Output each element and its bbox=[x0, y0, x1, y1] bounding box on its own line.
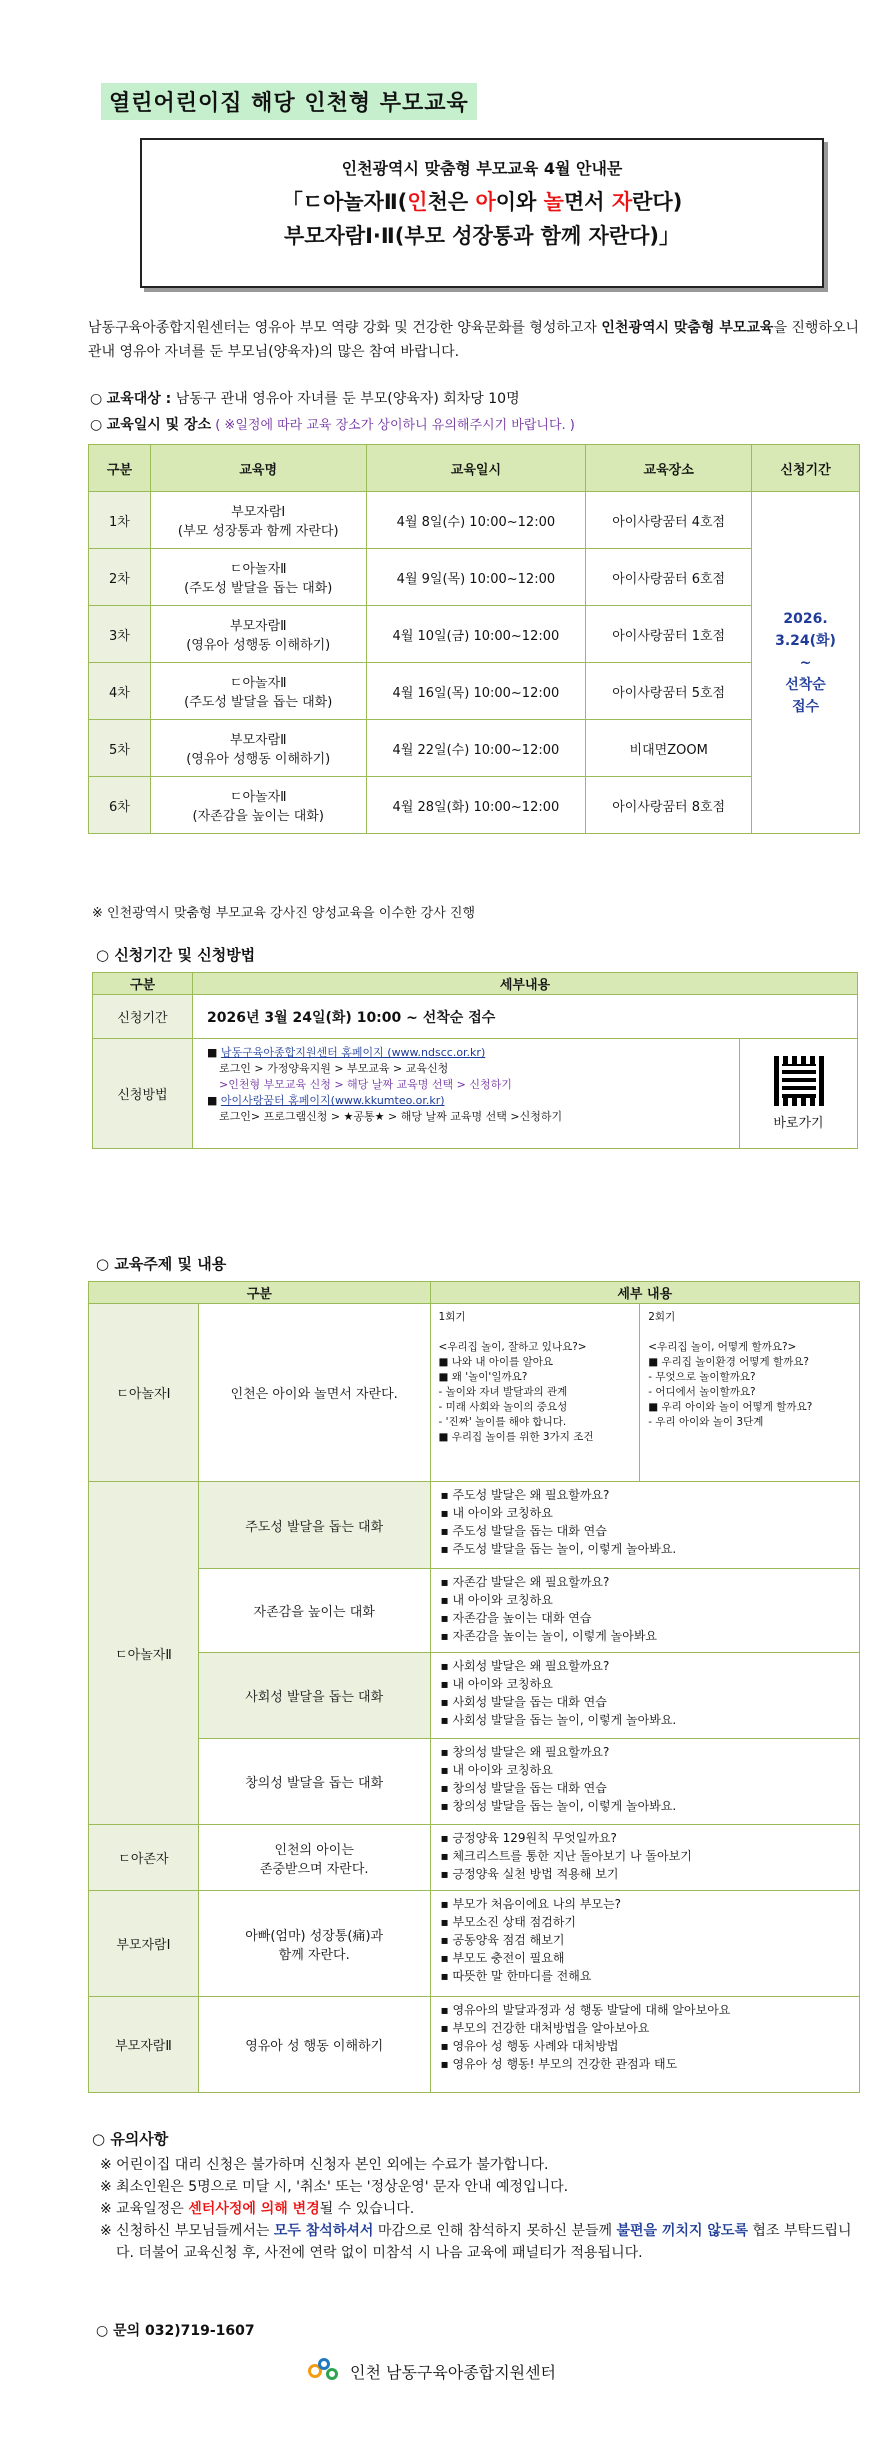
topic-category: 부모자람Ⅰ bbox=[89, 1891, 199, 1997]
topic-category: ㄷ아놀자Ⅰ bbox=[89, 1304, 199, 1482]
col-header: 교육장소 bbox=[586, 445, 752, 492]
session-name: ㄷ아놀자Ⅱ (주도성 발달을 돕는 대화) bbox=[150, 663, 366, 720]
topic-theme: 주도성 발달을 돕는 대화 bbox=[198, 1482, 430, 1569]
session-date: 4월 28일(화) 10:00~12:00 bbox=[366, 777, 586, 834]
title-line1: 인천광역시 맞춤형 부모교육 4월 안내문 bbox=[341, 159, 623, 178]
table-row bbox=[89, 606, 860, 663]
session-no: 6차 bbox=[89, 777, 151, 834]
qr-icon bbox=[774, 1056, 824, 1106]
session-name: 부모자람Ⅱ (영유아 성행동 이해하기) bbox=[150, 720, 366, 777]
center-logo-icon bbox=[308, 2358, 342, 2384]
contact-line: ○ 문의 032)719-1607 bbox=[96, 2323, 255, 2339]
col-header: 구분 bbox=[93, 973, 193, 995]
topic-category: ㄷ아놀자Ⅱ bbox=[89, 1482, 199, 1825]
topic-theme: 인천은 아이와 놀면서 자란다. bbox=[198, 1304, 430, 1482]
title-line2: 「ㄷ아놀자Ⅱ(인천은 아이와 놀면서 자란다) bbox=[281, 190, 683, 214]
col-header: 구분 bbox=[89, 1282, 431, 1304]
week2-content: 2회기 <우리집 놀이, 어떻게 할까요?> ■ 우리집 놀이환경 어떻게 할까요? - 무엇으로 놀이할까요? - 어디에서 놀이할까요? ■ 우리 아이와 놀이 어떻게 할까요? - 우리 아이와 놀이 3단계 bbox=[640, 1304, 860, 1482]
table-row bbox=[89, 720, 860, 777]
topic-section-title: ○ 교육주제 및 내용 bbox=[96, 1255, 227, 1273]
session-date: 4월 16일(목) 10:00~12:00 bbox=[366, 663, 586, 720]
week1-content: 1회기 <우리집 놀이, 잘하고 있나요?> ■ 나와 내 아이를 알아요 ■ 왜 '놀이'일까요? - 놀이와 자녀 발달과의 관계 - 미래 사회와 놀이의 중요성 - '진짜' 놀이를 해야 합니다. ■ 우리집 놀이를 위한 3가지 조건 bbox=[430, 1304, 640, 1482]
col-header: 교육일시 bbox=[366, 445, 586, 492]
method-label: 신청방법 bbox=[93, 1039, 193, 1149]
schedule-footnote: ※ 인천광역시 맞춤형 부모교육 강사진 양성교육을 이수한 강사 진행 bbox=[92, 906, 476, 921]
session-date: 4월 8일(수) 10:00~12:00 bbox=[366, 492, 586, 549]
session-no: 5차 bbox=[89, 720, 151, 777]
apply-section-title: ○ 신청기간 및 신청방법 bbox=[96, 946, 256, 964]
table-row bbox=[89, 663, 860, 720]
session-name: 부모자람Ⅰ (부모 성장통과 함께 자란다) bbox=[150, 492, 366, 549]
session-no: 3차 bbox=[89, 606, 151, 663]
table-row bbox=[89, 492, 860, 549]
session-place: 아이사랑꿈터 5호점 bbox=[586, 663, 752, 720]
topic-category: 부모자람Ⅱ bbox=[89, 1997, 199, 2093]
session-date: 4월 22일(수) 10:00~12:00 bbox=[366, 720, 586, 777]
session-place: 아이사랑꿈터 4호점 bbox=[586, 492, 752, 549]
session-name: ㄷ아놀자Ⅱ (자존감을 높이는 대화) bbox=[150, 777, 366, 834]
col-header: 구분 bbox=[89, 445, 151, 492]
qr-code[interactable]: 바로가기 bbox=[740, 1039, 858, 1149]
topic-table bbox=[88, 1281, 860, 2093]
notice-item: ※ 신청하신 부모님들께서는 모두 참석하셔서 마감으로 인해 참석하지 못하신 분들께 불편을 끼치지 않도록 협조 부탁드립니다. 더불어 교육신청 후, 사전에 연락 없이 미참석 시 나음 교육에 패널티가 적용됩니다. bbox=[100, 2223, 852, 2261]
topic-theme: 인천의 아이는 존중받으며 자란다. bbox=[198, 1825, 430, 1891]
schedule-heading: ○ 교육일시 및 장소 ( ※일정에 따라 교육 장소가 상이하니 유의해주시기 바랍니다. ) bbox=[90, 417, 575, 433]
center-name: 인천 남동구육아종합지원센터 bbox=[350, 2362, 557, 2382]
col-header: 세부내용 bbox=[193, 973, 858, 995]
topic-items: ▪ 영유아의 발달과정과 성 행동 발달에 대해 알아보아요 ▪ 부모의 건강한 대처방법을 알아보아요 ▪ 영유아 성 행동 사례와 대처방법 ▪ 영유아 성 행동! 부모의 건강한 관점과 태도 bbox=[430, 1997, 859, 2093]
session-no: 2차 bbox=[89, 549, 151, 606]
intro-paragraph: 남동구육아종합지원센터는 영유아 부모 역량 강화 및 건강한 양육문화를 형성하고자 인천광역시 맞춤형 부모교육을 진행하오니 관내 영유아 자녀를 둔 부모님(양육자)의 많은 참여 바랍니다. bbox=[88, 320, 860, 360]
apply-table bbox=[92, 972, 858, 1149]
col-header: 신청기간 bbox=[752, 445, 860, 492]
apply-period: 2026. 3.24(화) ~ 선착순 접수 bbox=[752, 492, 860, 834]
ndscc-link[interactable]: 남동구육아종합지원센터 홈페이지 (www.ndscc.or.kr) bbox=[220, 1046, 486, 1059]
session-date: 4월 9일(목) 10:00~12:00 bbox=[366, 549, 586, 606]
table-row bbox=[89, 777, 860, 834]
kkumteo-link[interactable]: 아이사랑꿈터 홈페이지(www.kkumteo.or.kr) bbox=[220, 1094, 445, 1107]
topic-category: ㄷ아존자 bbox=[89, 1825, 199, 1891]
session-place: 비대면ZOOM bbox=[586, 720, 752, 777]
period-value: 2026년 3월 24일(화) 10:00 ~ 선착순 접수 bbox=[193, 995, 858, 1039]
session-name: 부모자람Ⅱ (영유아 성행동 이해하기) bbox=[150, 606, 366, 663]
topic-theme: 영유아 성 행동 이해하기 bbox=[198, 1997, 430, 2093]
session-place: 아이사랑꿈터 8호점 bbox=[586, 777, 752, 834]
topic-items: ▪ 부모가 처음이에요 나의 부모는? ▪ 부모소진 상태 점검하기 ▪ 공동양육 점검 해보기 ▪ 부모도 충전이 필요해 ▪ 따뜻한 말 한마디를 전해요 bbox=[430, 1891, 859, 1997]
session-place: 아이사랑꿈터 1호점 bbox=[586, 606, 752, 663]
session-place: 아이사랑꿈터 6호점 bbox=[586, 549, 752, 606]
notice-section: ○ 유의사항 ※ 어린이집 대리 신청은 불가하며 신청자 본인 외에는 수료가 불가합니다. ※ 최소인원은 5명으로 미달 시, '취소' 또는 '정상운영' 문자 안내 예정입니다. ※ 교육일정은 센터사정에 의해 변경될 수 있습니다. ※ 신청하신 부모님들께서는 모두 참석하셔서 마감으로 인해 참석하지 못하신 분들께 불편을 끼치지 않도록 협조 부탁드립니다. 더불어 교육신청 후, 사전에 연락 없이 미참석 시 나음 교육에 패널티가 적용됩니다. bbox=[92, 2128, 862, 2264]
topic-theme: 사회성 발달을 돕는 대화 bbox=[198, 1653, 430, 1739]
method-details: ■ 남동구육아종합지원센터 홈페이지 (www.ndscc.or.kr) 로그인 > 가정양육지원 > 부모교육 > 교육신청 >인천형 부모교육 신청 > 해당 날짜 교육명 선택 > 신청하기 ■ 아이사랑꿈터 홈페이지(www.kkumteo.or.kr) 로그인> 프로그램신청 > ★공통★ > 해당 날짜 교육명 선택 >신청하기 bbox=[193, 1039, 740, 1149]
topic-items: ▪ 긍정양육 129원칙 무엇일까요? ▪ 체크리스트를 통한 지난 돌아보기 나 돌아보기 ▪ 긍정양육 실천 방법 적용해 보기 bbox=[430, 1825, 859, 1891]
period-label: 신청기간 bbox=[93, 995, 193, 1039]
col-header: 세부 내용 bbox=[430, 1282, 859, 1304]
session-no: 1차 bbox=[89, 492, 151, 549]
title-box bbox=[140, 138, 824, 288]
title-line3: 부모자람Ⅰ·Ⅱ(부모 성장통과 함께 자란다)」 bbox=[283, 224, 681, 248]
center-logo bbox=[308, 2358, 556, 2384]
col-header: 교육명 bbox=[150, 445, 366, 492]
topic-items: ▪ 창의성 발달은 왜 필요할까요? ▪ 내 아이와 코칭하요 ▪ 창의성 발달을 돕는 대화 연습 ▪ 창의성 발달을 돕는 놀이, 이렇게 놀아봐요. bbox=[430, 1739, 859, 1825]
topic-items: ▪ 자존감 발달은 왜 필요할까요? ▪ 내 아이와 코칭하요 ▪ 자존감을 높이는 대화 연습 ▪ 자존감을 높이는 놀이, 이렇게 놀아봐요 bbox=[430, 1569, 859, 1653]
notice-item: ※ 최소인원은 5명으로 미달 시, '취소' 또는 '정상운영' 문자 안내 예정입니다. bbox=[100, 2179, 569, 2195]
page-badge: 열린어린이집 해당 인천형 부모교육 bbox=[101, 83, 477, 120]
topic-theme: 창의성 발달을 돕는 대화 bbox=[198, 1739, 430, 1825]
topic-items: ▪ 주도성 발달은 왜 필요할까요? ▪ 내 아이와 코칭하요 ▪ 주도성 발달을 돕는 대화 연습 ▪ 주도성 발달을 돕는 놀이, 이렇게 놀아봐요. bbox=[430, 1482, 859, 1569]
notice-item: ※ 어린이집 대리 신청은 불가하며 신청자 본인 외에는 수료가 불가합니다. bbox=[100, 2157, 549, 2173]
schedule-table bbox=[88, 444, 860, 834]
topic-theme: 아빠(엄마) 성장통(痛)과 함께 자란다. bbox=[198, 1891, 430, 1997]
notice-item: ※ 교육일정은 센터사정에 의해 변경될 수 있습니다. bbox=[100, 2201, 415, 2217]
topic-items: ▪ 사회성 발달은 왜 필요할까요? ▪ 내 아이와 코칭하요 ▪ 사회성 발달을 돕는 대화 연습 ▪ 사회성 발달을 돕는 놀이, 이렇게 놀아봐요. bbox=[430, 1653, 859, 1739]
session-date: 4월 10일(금) 10:00~12:00 bbox=[366, 606, 586, 663]
target-line: ○ 교육대상 : 남동구 관내 영유아 자녀를 둔 부모(양육자) 회차당 10명 bbox=[90, 391, 520, 407]
topic-theme: 자존감을 높이는 대화 bbox=[198, 1569, 430, 1653]
session-no: 4차 bbox=[89, 663, 151, 720]
session-name: ㄷ아놀자Ⅱ (주도성 발달을 돕는 대화) bbox=[150, 549, 366, 606]
table-row bbox=[89, 549, 860, 606]
